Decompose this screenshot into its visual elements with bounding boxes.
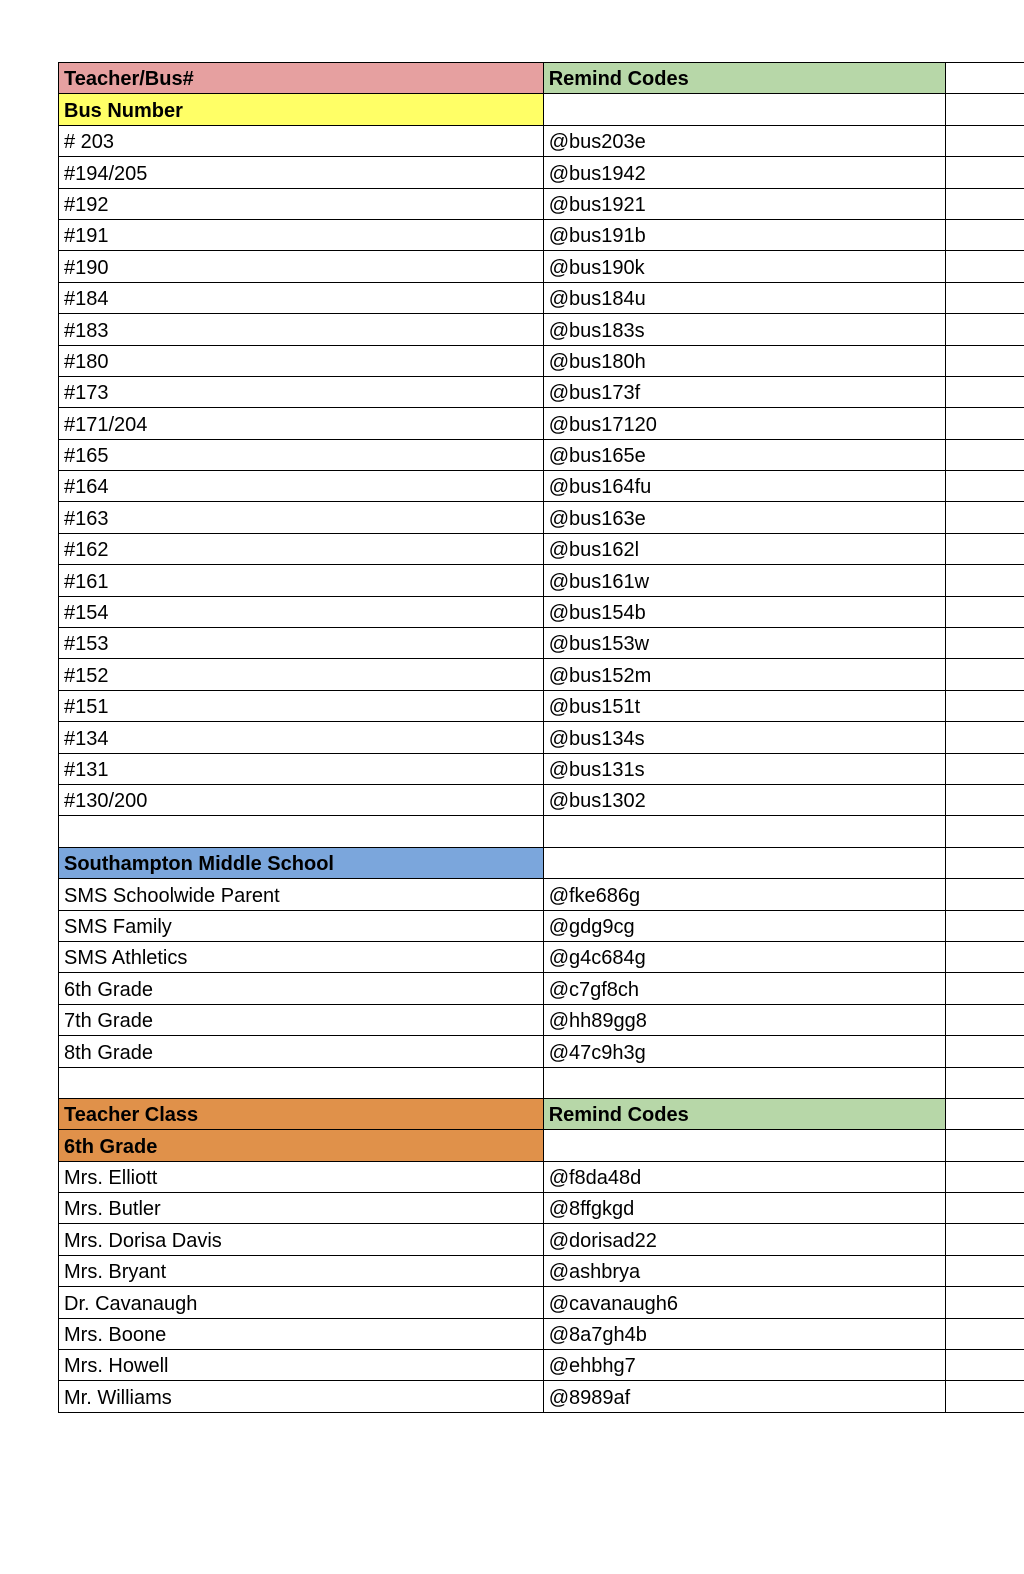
empty-cell[interactable] — [945, 565, 1024, 596]
bus-row-code-cell[interactable]: @bus134s — [543, 722, 945, 753]
school-row-name-cell[interactable]: 7th Grade — [59, 1004, 544, 1035]
bus-row — [59, 722, 1024, 753]
empty-cell[interactable] — [543, 94, 945, 125]
teacher-header-row — [59, 1098, 1024, 1129]
empty-cell[interactable] — [945, 1193, 1024, 1224]
bus-row-name-cell[interactable]: #165 — [59, 439, 544, 470]
bus-row-code-cell[interactable]: @bus152m — [543, 659, 945, 690]
teacher-row — [59, 1287, 1024, 1318]
bus-row-code-cell[interactable]: @bus164fu — [543, 471, 945, 502]
teacher-row-name-cell[interactable]: Dr. Cavanaugh — [59, 1287, 544, 1318]
empty-cell[interactable] — [945, 282, 1024, 313]
teacher-row-name-cell[interactable]: Mrs. Boone — [59, 1318, 544, 1349]
bus-row-name-cell[interactable]: #163 — [59, 502, 544, 533]
empty-cell[interactable] — [945, 376, 1024, 407]
teacher-subtitle-row — [59, 1130, 1024, 1161]
empty-cell[interactable] — [945, 816, 1024, 847]
bus-row — [59, 282, 1024, 313]
empty-cell[interactable] — [945, 94, 1024, 125]
header-row — [59, 63, 1024, 94]
empty-cell[interactable] — [945, 533, 1024, 564]
blank-row — [59, 1067, 1024, 1098]
empty-cell[interactable] — [945, 1130, 1024, 1161]
teacher-row — [59, 1161, 1024, 1192]
empty-cell[interactable] — [945, 847, 1024, 878]
school-row — [59, 941, 1024, 972]
empty-cell[interactable] — [945, 1098, 1024, 1129]
bus-row-code-cell[interactable]: @bus154b — [543, 596, 945, 627]
empty-cell[interactable] — [945, 63, 1024, 94]
bus-row-name-cell[interactable]: #180 — [59, 345, 544, 376]
teacher-row — [59, 1350, 1024, 1381]
school-row-name-cell[interactable]: 6th Grade — [59, 973, 544, 1004]
empty-cell[interactable] — [945, 125, 1024, 156]
empty-cell[interactable] — [945, 157, 1024, 188]
empty-cell[interactable] — [945, 1067, 1024, 1098]
bus-row — [59, 628, 1024, 659]
teacher-row-name-cell[interactable]: Mrs. Dorisa Davis — [59, 1224, 544, 1255]
bus-row-name-cell[interactable]: #154 — [59, 596, 544, 627]
bus-row — [59, 565, 1024, 596]
bus-row — [59, 314, 1024, 345]
sixth-grade-title-cell[interactable]: 6th Grade — [59, 1130, 544, 1161]
bus-row-code-cell[interactable]: @bus203e — [543, 125, 945, 156]
empty-cell[interactable] — [945, 1004, 1024, 1035]
teacher-remind-codes-header-cell[interactable]: Remind Codes — [543, 1098, 945, 1129]
school-title-cell[interactable]: Southampton Middle School — [59, 847, 544, 878]
bus-row-name-cell[interactable]: #192 — [59, 188, 544, 219]
teacher-row — [59, 1255, 1024, 1286]
empty-cell[interactable] — [945, 973, 1024, 1004]
bus-row — [59, 408, 1024, 439]
teacher-row-code-cell[interactable]: @f8da48d — [543, 1161, 945, 1192]
bus-row-code-cell[interactable]: @bus1921 — [543, 188, 945, 219]
bus-row-code-cell[interactable]: @bus1942 — [543, 157, 945, 188]
bus-row — [59, 219, 1024, 250]
bus-row — [59, 471, 1024, 502]
teacher-row-code-cell[interactable]: @8a7gh4b — [543, 1318, 945, 1349]
bus-row — [59, 376, 1024, 407]
empty-cell[interactable] — [945, 502, 1024, 533]
bus-row — [59, 596, 1024, 627]
bus-row — [59, 533, 1024, 564]
empty-cell[interactable] — [945, 753, 1024, 784]
empty-cell[interactable] — [543, 1067, 945, 1098]
empty-cell[interactable] — [945, 1318, 1024, 1349]
empty-cell[interactable] — [945, 596, 1024, 627]
empty-cell[interactable] — [59, 816, 544, 847]
bus-row — [59, 125, 1024, 156]
bus-row — [59, 659, 1024, 690]
bus-row — [59, 439, 1024, 470]
bus-row — [59, 784, 1024, 815]
bus-row-name-cell[interactable]: #173 — [59, 376, 544, 407]
school-row-name-cell[interactable]: 8th Grade — [59, 1036, 544, 1067]
bus-row-code-cell[interactable]: @bus163e — [543, 502, 945, 533]
empty-cell[interactable] — [945, 219, 1024, 250]
bus-number-title-cell[interactable]: Bus Number — [59, 94, 544, 125]
empty-cell[interactable] — [543, 816, 945, 847]
teacher-row-code-cell[interactable]: @8ffgkgd — [543, 1193, 945, 1224]
teacher-row-name-cell[interactable]: Mrs. Bryant — [59, 1255, 544, 1286]
bus-row — [59, 690, 1024, 721]
bus-row-name-cell[interactable]: #190 — [59, 251, 544, 282]
empty-cell[interactable] — [945, 690, 1024, 721]
bus-row — [59, 345, 1024, 376]
bus-row-code-cell[interactable]: @bus191b — [543, 219, 945, 250]
bus-row-code-cell[interactable]: @bus184u — [543, 282, 945, 313]
bus-row — [59, 251, 1024, 282]
header-cell-remind-codes[interactable]: Remind Codes — [543, 63, 945, 94]
bus-row — [59, 188, 1024, 219]
bus-row-code-cell[interactable]: @bus173f — [543, 376, 945, 407]
empty-cell[interactable] — [945, 722, 1024, 753]
empty-cell[interactable] — [945, 1224, 1024, 1255]
bus-row — [59, 157, 1024, 188]
school-row-code-cell[interactable]: @47c9h3g — [543, 1036, 945, 1067]
bus-row-name-cell[interactable]: #191 — [59, 219, 544, 250]
empty-cell[interactable] — [945, 1287, 1024, 1318]
bus-row-name-cell[interactable]: # 203 — [59, 125, 544, 156]
teacher-row-code-cell[interactable]: @ehbhg7 — [543, 1350, 945, 1381]
school-row — [59, 973, 1024, 1004]
bus-row — [59, 502, 1024, 533]
bus-row-code-cell[interactable]: @bus180h — [543, 345, 945, 376]
blank-row — [59, 816, 1024, 847]
teacher-row — [59, 1318, 1024, 1349]
table-body — [59, 63, 1024, 1413]
bus-row-name-cell[interactable]: #130/200 — [59, 784, 544, 815]
empty-cell[interactable] — [945, 1036, 1024, 1067]
teacher-row-code-cell[interactable]: @cavanaugh6 — [543, 1287, 945, 1318]
school-row-code-cell[interactable]: @c7gf8ch — [543, 973, 945, 1004]
bus-row-name-cell[interactable]: #164 — [59, 471, 544, 502]
empty-cell[interactable] — [945, 784, 1024, 815]
empty-cell[interactable] — [945, 251, 1024, 282]
empty-cell[interactable] — [945, 1255, 1024, 1286]
bus-row-code-cell[interactable]: @bus165e — [543, 439, 945, 470]
empty-cell[interactable] — [945, 1161, 1024, 1192]
bus-section-title-row — [59, 94, 1024, 125]
bus-row-code-cell[interactable]: @bus183s — [543, 314, 945, 345]
bus-row-name-cell[interactable]: #184 — [59, 282, 544, 313]
bus-row-code-cell[interactable]: @bus131s — [543, 753, 945, 784]
bus-row-name-cell[interactable]: #151 — [59, 690, 544, 721]
teacher-row-name-cell[interactable]: Mrs. Butler — [59, 1193, 544, 1224]
empty-cell[interactable] — [945, 345, 1024, 376]
bus-row-name-cell[interactable]: #194/205 — [59, 157, 544, 188]
teacher-row-name-cell[interactable]: Mrs. Elliott — [59, 1161, 544, 1192]
teacher-row-code-cell[interactable]: @ashbrya — [543, 1255, 945, 1286]
teacher-row — [59, 1381, 1024, 1412]
bus-row-name-cell[interactable]: #171/204 — [59, 408, 544, 439]
bus-row-name-cell[interactable]: #162 — [59, 533, 544, 564]
empty-cell[interactable] — [945, 879, 1024, 910]
school-row — [59, 879, 1024, 910]
bus-row-name-cell[interactable]: #161 — [59, 565, 544, 596]
teacher-row-name-cell[interactable]: Mrs. Howell — [59, 1350, 544, 1381]
bus-row-name-cell[interactable]: #183 — [59, 314, 544, 345]
bus-row-code-cell[interactable]: @bus17120 — [543, 408, 945, 439]
school-row-name-cell[interactable]: SMS Schoolwide Parent — [59, 879, 544, 910]
empty-cell[interactable] — [945, 1350, 1024, 1381]
school-row — [59, 910, 1024, 941]
school-row-code-cell[interactable]: @fke686g — [543, 879, 945, 910]
school-row — [59, 1004, 1024, 1035]
empty-cell[interactable] — [945, 1381, 1024, 1412]
empty-cell[interactable] — [945, 628, 1024, 659]
teacher-row — [59, 1224, 1024, 1255]
empty-cell[interactable] — [543, 847, 945, 878]
bus-row-code-cell[interactable]: @bus190k — [543, 251, 945, 282]
empty-cell[interactable] — [543, 1130, 945, 1161]
empty-cell[interactable] — [945, 471, 1024, 502]
bus-row-name-cell[interactable]: #131 — [59, 753, 544, 784]
bus-row-code-cell[interactable]: @bus162l — [543, 533, 945, 564]
remind-codes-table — [58, 62, 1024, 1413]
empty-cell[interactable] — [945, 314, 1024, 345]
teacher-row-code-cell[interactable]: @8989af — [543, 1381, 945, 1412]
empty-cell[interactable] — [945, 910, 1024, 941]
school-row-name-cell[interactable]: SMS Family — [59, 910, 544, 941]
bus-row-code-cell[interactable]: @bus1302 — [543, 784, 945, 815]
empty-cell[interactable] — [945, 188, 1024, 219]
bus-row-code-cell[interactable]: @bus151t — [543, 690, 945, 721]
teacher-row-code-cell[interactable]: @dorisad22 — [543, 1224, 945, 1255]
empty-cell[interactable] — [945, 659, 1024, 690]
header-cell-teacher-bus[interactable]: Teacher/Bus# — [59, 63, 544, 94]
bus-row-name-cell[interactable]: #153 — [59, 628, 544, 659]
school-row-code-cell[interactable]: @gdg9cg — [543, 910, 945, 941]
bus-row-code-cell[interactable]: @bus153w — [543, 628, 945, 659]
school-row — [59, 1036, 1024, 1067]
empty-cell[interactable] — [945, 439, 1024, 470]
bus-row-code-cell[interactable]: @bus161w — [543, 565, 945, 596]
school-section-title-row — [59, 847, 1024, 878]
teacher-row-name-cell[interactable]: Mr. Williams — [59, 1381, 544, 1412]
teacher-row — [59, 1193, 1024, 1224]
school-row-name-cell[interactable]: SMS Athletics — [59, 941, 544, 972]
teacher-class-header-cell[interactable]: Teacher Class — [59, 1098, 544, 1129]
empty-cell[interactable] — [945, 408, 1024, 439]
bus-row-name-cell[interactable]: #152 — [59, 659, 544, 690]
empty-cell[interactable] — [59, 1067, 544, 1098]
school-row-code-cell[interactable]: @g4c684g — [543, 941, 945, 972]
school-row-code-cell[interactable]: @hh89gg8 — [543, 1004, 945, 1035]
bus-row — [59, 753, 1024, 784]
empty-cell[interactable] — [945, 941, 1024, 972]
bus-row-name-cell[interactable]: #134 — [59, 722, 544, 753]
